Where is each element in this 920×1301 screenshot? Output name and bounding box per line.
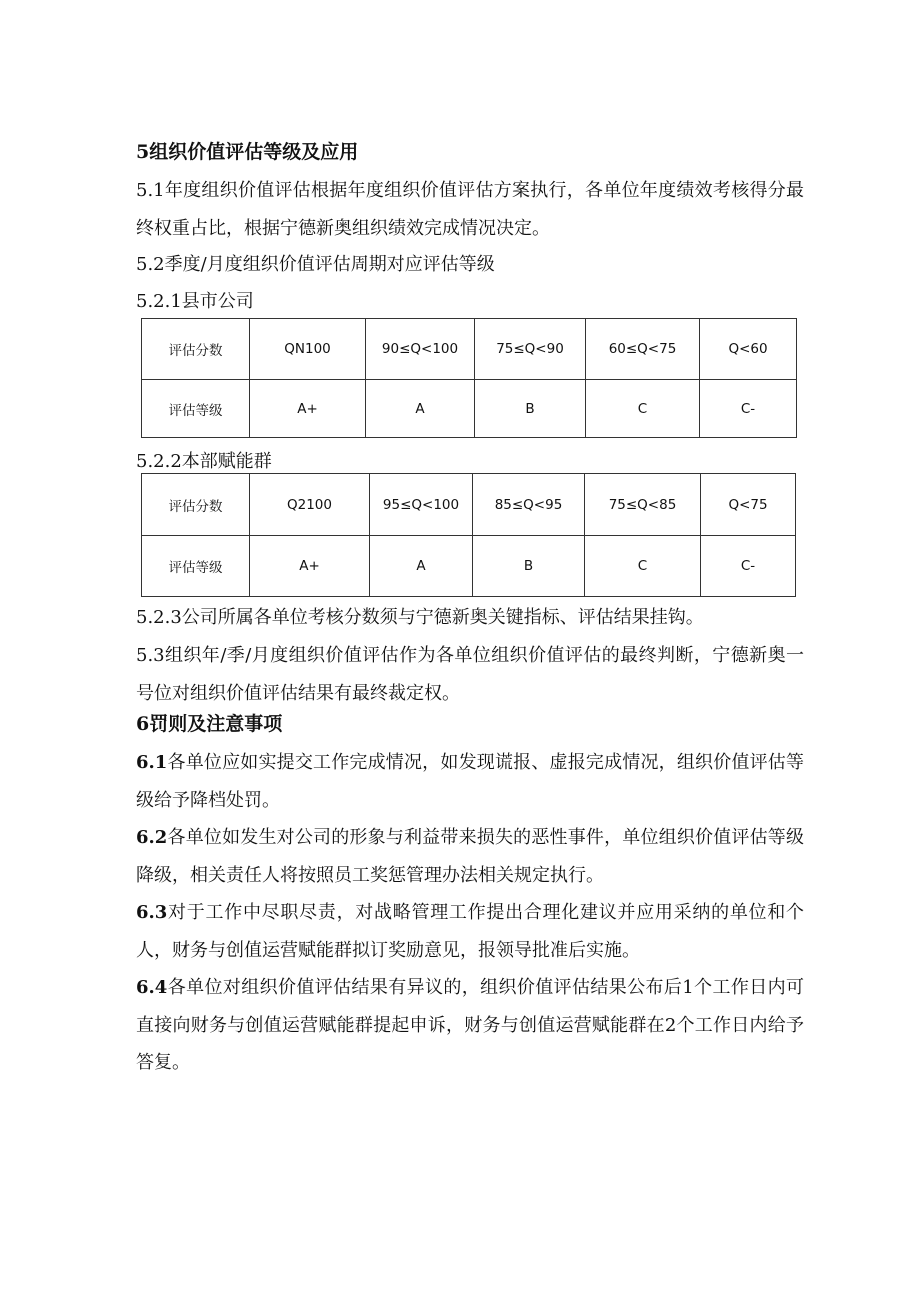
section-6-heading: 6罚则及注意事项 bbox=[136, 713, 283, 735]
section-5-heading: 5组织价值评估等级及应用 bbox=[136, 141, 359, 163]
table-cell: 90≤Q<100 bbox=[366, 319, 475, 380]
paragraph-5-3: 5.3组织年/季/月度组织价值评估作为各单位组织价值评估的最终判断，宁德新奥一号位对组织价值评估结果有最终裁定权。 bbox=[136, 645, 804, 704]
paragraph-number: 6.2 bbox=[136, 827, 168, 848]
table-cell: C bbox=[585, 536, 701, 597]
paragraph-number: 6.4 bbox=[136, 977, 168, 998]
table-row bbox=[142, 474, 796, 536]
table-cell: QN100 bbox=[250, 319, 366, 380]
paragraph-5-2-3: 5.2.3公司所属各单位考核分数须与宁德新奥关键指标、评估结果挂钩。 bbox=[136, 607, 704, 628]
table-cell: 60≤Q<75 bbox=[586, 319, 700, 380]
table-cell: B bbox=[473, 536, 585, 597]
table-cell: 75≤Q<85 bbox=[585, 474, 701, 536]
table-cell: 评估等级 bbox=[142, 380, 250, 438]
paragraph-5-2-2: 5.2.2本部赋能群 bbox=[136, 451, 272, 472]
paragraph-number: 6.1 bbox=[136, 752, 168, 773]
table-cell: A bbox=[370, 536, 473, 597]
paragraph-text: 对于工作中尽职尽责，对战略管理工作提出合理化建议并应用采纳的单位和个人，财务与创值运营赋能群拟订奖励意见，报领导批准后实施。 bbox=[136, 902, 804, 961]
table-cell: C- bbox=[700, 380, 797, 438]
grade-table-county bbox=[141, 318, 797, 438]
table-cell: A+ bbox=[250, 536, 370, 597]
table-cell: Q2100 bbox=[250, 474, 370, 536]
paragraph-6-3 bbox=[136, 894, 804, 969]
table-row bbox=[142, 380, 797, 438]
paragraph-number: 6.3 bbox=[136, 902, 168, 923]
table-cell: 评估分数 bbox=[142, 474, 250, 536]
table-cell: C bbox=[586, 380, 700, 438]
paragraph-text: 各单位如发生对公司的形象与利益带来损失的恶性事件，单位组织价值评估等级降级，相关责任人将按照员工奖惩管理办法相关规定执行。 bbox=[136, 827, 804, 886]
table-cell: Q<75 bbox=[701, 474, 796, 536]
table-cell: Q<60 bbox=[700, 319, 797, 380]
paragraph-text: 各单位对组织价值评估结果有异议的，组织价值评估结果公布后1个工作日内可直接向财务与创值运营赋能群提起申诉，财务与创值运营赋能群在2个工作日内给予答复。 bbox=[136, 977, 804, 1073]
paragraph-6-1 bbox=[136, 744, 804, 819]
table-cell: A bbox=[366, 380, 475, 438]
table-cell: 85≤Q<95 bbox=[473, 474, 585, 536]
table-row bbox=[142, 536, 796, 597]
table-cell: A+ bbox=[250, 380, 366, 438]
paragraph-text: 各单位应如实提交工作完成情况，如发现谎报、虚报完成情况，组织价值评估等级给予降档处罚。 bbox=[136, 752, 804, 811]
paragraph-5-1: 5.1年度组织价值评估根据年度组织价值评估方案执行，各单位年度绩效考核得分最终权重占比，根据宁德新奥组织绩效完成情况决定。 bbox=[136, 180, 804, 239]
paragraph-6-4 bbox=[136, 969, 804, 1082]
grade-table-headquarters bbox=[141, 473, 796, 597]
table-row bbox=[142, 319, 797, 380]
table-cell: 75≤Q<90 bbox=[475, 319, 586, 380]
paragraph-6-2 bbox=[136, 819, 804, 894]
table-cell: 评估分数 bbox=[142, 319, 250, 380]
table-cell: 95≤Q<100 bbox=[370, 474, 473, 536]
table-cell: 评估等级 bbox=[142, 536, 250, 597]
table-cell: C- bbox=[701, 536, 796, 597]
table-cell: B bbox=[475, 380, 586, 438]
paragraph-5-2-1: 5.2.1县市公司 bbox=[136, 291, 254, 312]
paragraph-5-2: 5.2季度/月度组织价值评估周期对应评估等级 bbox=[136, 254, 495, 275]
